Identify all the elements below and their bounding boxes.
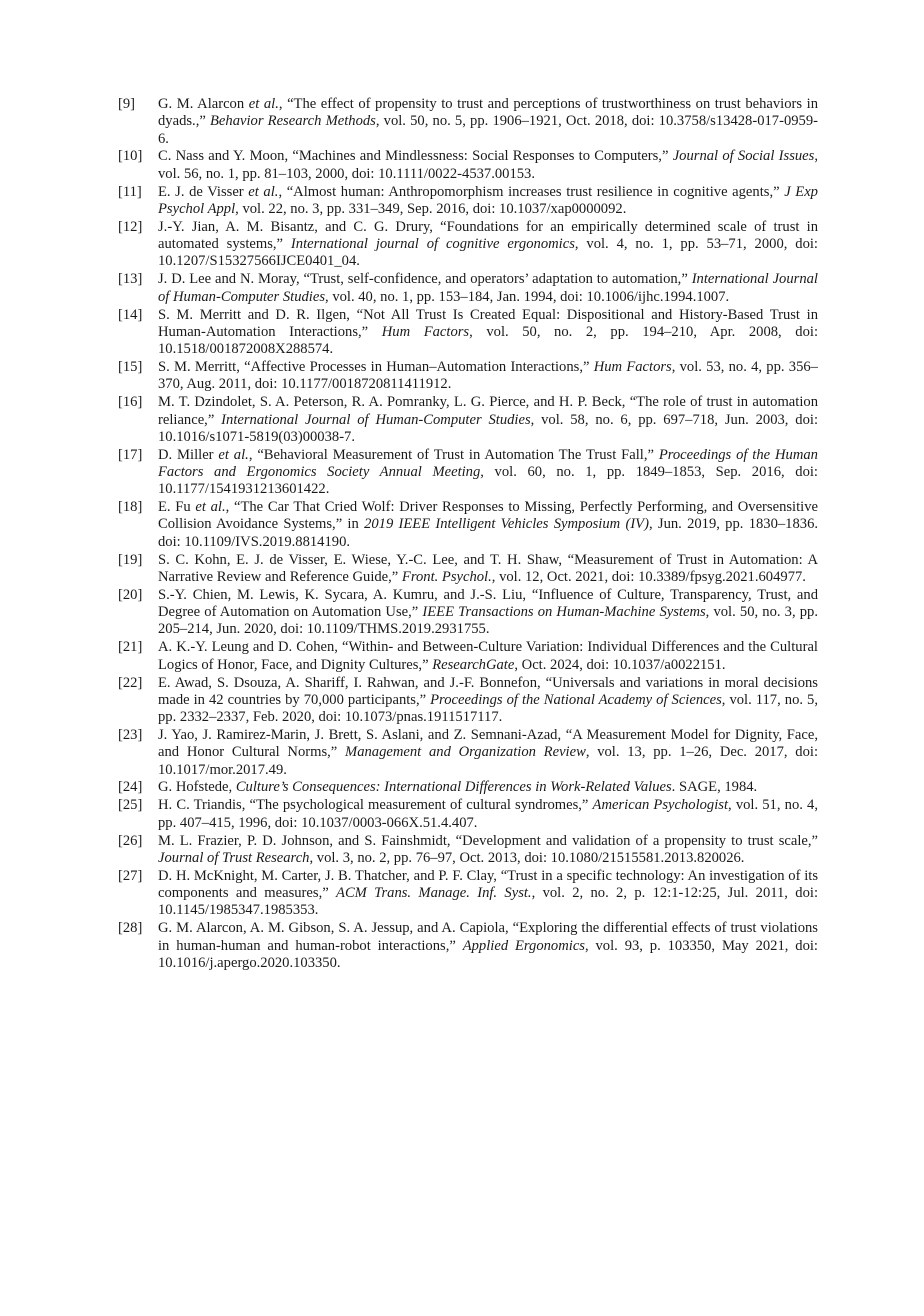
reference-text: S.-Y. Chien, M. Lewis, K. Sycara, A. Kumru, and J.-S. Liu, “Influence of Culture, Transparency, Trust, and Degree of Automation on Automation Use,” [158,586,818,621]
reference-entry [118,219,818,271]
reference-text: J.-Y. Jian, A. M. Bisantz, and C. G. Drury, “Foundations for an empirically determined scale of trust in automated systems,” [158,218,818,253]
reference-entry [118,307,818,359]
reference-entry [118,833,818,868]
reference-italic-text: American Psychologist [592,797,729,814]
reference-number: [22] [118,674,143,691]
reference-italic-text: et al. [195,499,226,516]
reference-italic-text: Behavior Research Methods [210,113,376,130]
reference-number: [13] [118,271,143,288]
reference-text: , vol. 50, no. 3, pp. 205–214, Jun. 2020, doi: 10.1109/THMS.2019.2931755. [158,604,818,638]
reference-text: , Oct. 2024, doi: 10.1037/a0022151. [514,656,726,673]
reference-italic-text: ResearchGate [432,656,515,673]
reference-entry [118,587,818,639]
reference-text: M. T. Dzindolet, S. A. Peterson, R. A. Pomranky, L. G. Pierce, and H. P. Beck, “The role of trust in automation reliance,” [158,394,818,428]
reference-text: , vol. 3, no. 2, pp. 76–97, Oct. 2013, doi: 10.1080/21515581.2013.820026. [309,849,745,866]
reference-entry [118,552,818,587]
reference-italic-text: et al. [248,183,279,200]
reference-number: [27] [118,867,143,884]
reference-number: [26] [118,832,143,849]
reference-italic-text: Hum Factors [593,359,672,376]
reference-text: , vol. 22, no. 3, pp. 331–349, Sep. 2016, doi: 10.1037/xap0000092. [235,200,627,217]
reference-italic-text: International Journal of Human-Computer Studies [221,411,531,428]
reference-text: A. K.-Y. Leung and D. Cohen, “Within- and Between-Culture Variation: Individual Differences and the Cultural Logics of Honor, Face, and Dignity Cultures,” [158,639,818,673]
reference-italic-text: International journal of cognitive ergonomics [290,236,575,253]
reference-entry [118,797,818,832]
reference-text: S. M. Merritt, “Affective Processes in Human–Automation Interactions,” [158,359,594,376]
reference-entry [118,184,818,219]
reference-number: [12] [118,218,143,235]
reference-number: [17] [118,446,143,463]
reference-text: M. L. Frazier, P. D. Johnson, and S. Fainshmidt, “Development and validation of a propensity to trust scale,” [158,832,818,849]
reference-text: , vol. 60, no. 1, pp. 1849–1853, Sep. 2016, doi: 10.1177/1541931213601422. [158,463,818,498]
reference-italic-text: 2019 IEEE Intelligent Vehicles Symposium (IV) [364,516,649,533]
reference-italic-text: Journal of Social Issues [672,148,815,165]
reference-italic-text: Journal of Trust Research [158,849,310,866]
reference-text: E. Fu [158,499,196,516]
reference-italic-text: ACM Trans. Manage. Inf. Syst. [336,885,532,902]
reference-text: , “Behavioral Measurement of Trust in Automation The Trust Fall,” [248,446,659,463]
reference-text: S. C. Kohn, E. J. de Visser, E. Wiese, Y.-C. Lee, and T. H. Shaw, “Measurement of Trust in Automation: A Narrative Review and Reference Guide,” [158,551,818,585]
reference-entry [118,675,818,727]
reference-italic-text: et al. [218,446,249,463]
reference-text: , Jun. 2019, pp. 1830–1836. doi: 10.1109/IVS.2019.8814190. [158,516,819,550]
reference-text: , vol. 50, no. 5, pp. 1906–1921, Oct. 2018, doi: 10.3758/s13428-017-0959-6. [158,113,818,147]
reference-number: [15] [118,359,143,376]
reference-text: , vol. 13, pp. 1–26, Dec. 2017, doi: 10.1017/mor.2017.49. [158,744,818,778]
reference-list [118,96,818,973]
reference-text: C. Nass and Y. Moon, “Machines and Mindlessness: Social Responses to Computers,” [158,148,673,165]
reference-italic-text: International Journal of Human-Computer Studies [158,271,818,305]
reference-entry [118,271,818,306]
reference-number: [20] [118,586,143,603]
reference-text: J. D. Lee and N. Moray, “Trust, self-confidence, and operators’ adaptation to automation,” [158,271,692,288]
reference-text: E. J. de Visser [158,183,249,200]
reference-italic-text: Hum Factors [381,323,470,340]
reference-text: H. C. Triandis, “The psychological measurement of cultural syndromes,” [158,797,593,814]
reference-entry [118,96,818,148]
reference-text: , “The Car That Cried Wolf: Driver Responses to Missing, Perfectly Performing, and Oversensitive Collision Avoidance Systems,” in [158,499,818,533]
reference-number: [9] [118,96,136,112]
reference-text: J. Yao, J. Ramirez-Marin, J. Brett, S. Aslani, and Z. Semnani-Azad, “A Measurement Model for Dignity, Face, and Honor Cultural Norms,” [158,727,818,761]
reference-number: [11] [118,183,142,200]
reference-number: [24] [118,779,143,796]
reference-number: [28] [118,920,143,937]
reference-text: D. Miller [158,446,219,463]
reference-italic-text: Applied Ergonomics [462,937,585,954]
reference-number: [14] [118,306,143,323]
reference-text: , vol. 40, no. 1, pp. 153–184, Jan. 1994, doi: 10.1006/ijhc.1994.1007. [325,288,730,305]
reference-italic-text: Front. Psychol. [401,568,492,585]
reference-text: G. M. Alarcon [158,96,249,112]
reference-text: S. M. Merritt and D. R. Ilgen, “Not All Trust Is Created Equal: Dispositional and History-Based Trust in Human-Automation Interactions,” [158,306,818,340]
reference-entry [118,394,818,446]
reference-number: [16] [118,394,143,411]
reference-text: , “The effect of propensity to trust and perceptions of trustworthiness on trust behaviors in dyads.,” [158,96,818,130]
reference-entry [118,920,818,972]
reference-italic-text: Culture’s Consequences: International Differences in Work-Related Values [235,779,672,796]
reference-italic-text: IEEE Transactions on Human-Machine Systems [422,604,706,621]
reference-entry [118,779,818,796]
reference-number: [21] [118,639,143,656]
reference-text: . SAGE, 1984. [671,779,758,796]
reference-text: , vol. 51, no. 4, pp. 407–415, 1996, doi: 10.1037/0003-066X.51.4.407. [158,797,818,831]
reference-entry [118,447,818,499]
reference-number: [25] [118,797,143,814]
reference-text: , “Almost human: Anthropomorphism increases trust resilience in cognitive agents,” [278,183,785,200]
reference-text: , vol. 58, no. 6, pp. 697–718, Jun. 2003, doi: 10.1016/s1071-5819(03)00038-7. [158,411,818,445]
reference-text: , vol. 53, no. 4, pp. 356–370, Aug. 2011, doi: 10.1177/0018720811411912. [158,359,818,393]
reference-text: , vol. 2, no. 2, p. 12:1-12:25, Jul. 2011, doi: 10.1145/1985347.1985353. [158,885,818,919]
reference-number: [19] [118,551,143,568]
reference-entry [118,727,818,779]
reference-number: [23] [118,727,143,743]
reference-text: , vol. 56, no. 1, pp. 81–103, 2000, doi: 10.1111/0022-4537.00153. [158,148,818,182]
reference-text: , vol. 12, Oct. 2021, doi: 10.3389/fpsyg.2021.604977. [491,568,806,585]
reference-text: , vol. 117, no. 5, pp. 2332–2337, Feb. 2020, doi: 10.1073/pnas.1911517117. [158,691,818,726]
reference-entry [118,868,818,920]
reference-italic-text: et al. [248,96,279,112]
reference-text: , vol. 4, no. 1, pp. 53–71, 2000, doi: 10.1207/S15327566IJCE0401_04. [158,236,818,270]
reference-number: [10] [118,148,143,165]
reference-text: D. H. McKnight, M. Carter, J. B. Thatcher, and P. F. Clay, “Trust in a specific technology: An investigation of its components and measures,” [158,867,818,902]
reference-italic-text: Management and Organization Review [345,744,586,761]
reference-italic-text: J Exp Psychol Appl [158,183,818,217]
reference-italic-text: Proceedings of the National Academy of Sciences [430,691,722,708]
reference-entry [118,359,818,394]
reference-text: , vol. 50, no. 2, pp. 194–210, Apr. 2008, doi: 10.1518/001872008X288574. [158,323,818,358]
reference-entry [118,499,818,551]
reference-text: G. Hofstede, [158,779,236,796]
reference-text: G. M. Alarcon, A. M. Gibson, S. A. Jessup, and A. Capiola, “Exploring the differential effects of trust violations in human-human and human-robot interactions,” [158,920,818,954]
reference-text: E. Awad, S. Dsouza, A. Shariff, I. Rahwan, and J.-F. Bonnefon, “Universals and variations in moral decisions made in 42 countries by 70,000 participants,” [158,674,818,708]
reference-entry [118,639,818,674]
reference-entry [118,148,818,183]
reference-italic-text: Proceedings of the Human Factors and Ergonomics Society Annual Meeting [158,446,818,480]
reference-text: , vol. 93, p. 103350, May 2021, doi: 10.1016/j.apergo.2020.103350. [158,937,818,971]
reference-number: [18] [118,499,143,516]
